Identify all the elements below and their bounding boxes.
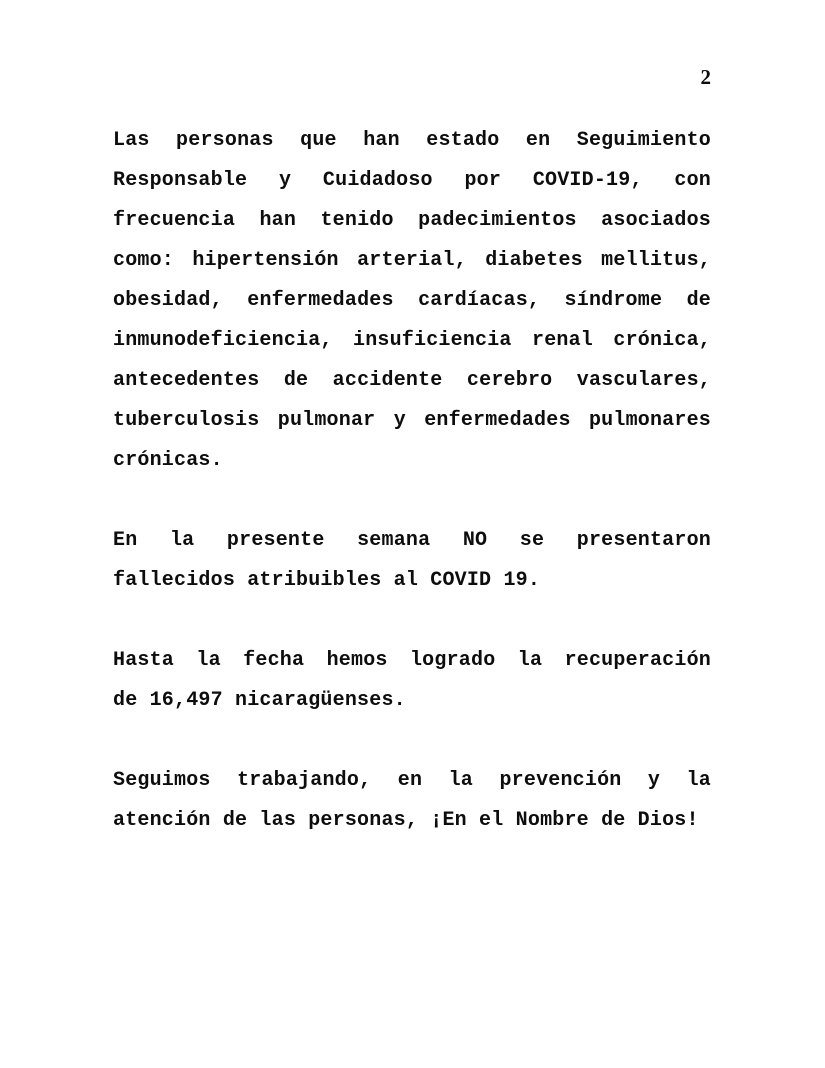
text-line: obesidad, enfermedades cardíacas, síndrome de [113, 289, 711, 312]
text-line: atención de las personas, ¡En el Nombre de Dios! [113, 809, 699, 832]
paragraph-closing [113, 761, 711, 841]
paragraph-recovered [113, 641, 711, 721]
text-line: fallecidos atribuibles al COVID 19. [113, 569, 541, 592]
text-line: Las personas que han estado en Seguimiento [113, 129, 711, 152]
paragraph-comorbidities [113, 121, 711, 481]
text-line: como: hipertensión arterial, diabetes mellitus, [113, 249, 711, 272]
text-line: Seguimos trabajando, en la prevención y la [113, 769, 711, 792]
text-line: antecedentes de accidente cerebro vasculares, [113, 369, 711, 392]
text-line: En la presente semana NO se presentaron [113, 529, 711, 552]
text-line: frecuencia han tenido padecimientos asociados [113, 209, 711, 232]
text-line: crónicas. [113, 449, 223, 472]
text-line: tuberculosis pulmonar y enfermedades pulmonares [113, 409, 711, 432]
page-number: 2 [700, 65, 711, 89]
text-line: inmunodeficiencia, insuficiencia renal crónica, [113, 329, 711, 352]
document-body [113, 121, 711, 881]
text-line: de 16,497 nicaragüenses. [113, 689, 406, 712]
paragraph-deaths [113, 521, 711, 601]
text-line: Responsable y Cuidadoso por COVID-19, con [113, 169, 711, 192]
text-line: Hasta la fecha hemos logrado la recuperación [113, 649, 711, 672]
